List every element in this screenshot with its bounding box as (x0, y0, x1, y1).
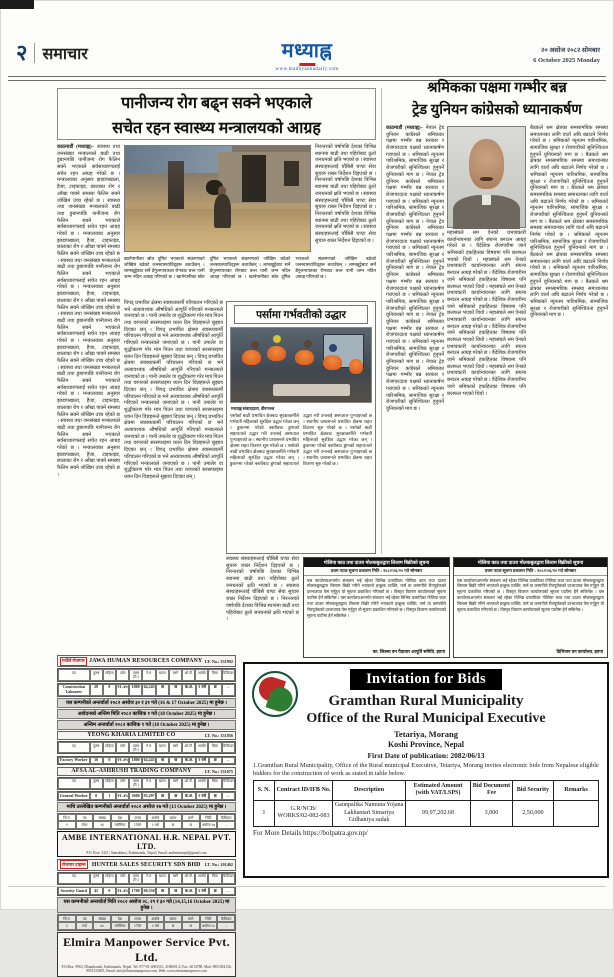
table-cell: छ (156, 887, 169, 895)
table-cell: २ वर्ष (196, 757, 209, 765)
table-cell: अवधि (195, 778, 208, 789)
notice-title: गोलिया काठ तथा दाउरा मोलकबुलद्वारा लिलाम बिक्रीको सूचना (454, 558, 607, 567)
rescue-photo-vest (323, 355, 342, 370)
bid-sn: 1 (254, 800, 275, 827)
bid-contract-id: G.R/NCB/ WORKS/02-082-083 (274, 800, 333, 827)
table-cell: मिति (200, 915, 218, 922)
table-cell: कैफियत (222, 669, 235, 680)
table-cell: कैफियत (222, 778, 235, 789)
logo-accent-mark (299, 63, 315, 66)
table-cell: उमेर (116, 873, 129, 884)
portrait-mustache (480, 177, 492, 181)
job-ads-column (57, 655, 236, 974)
interview-date-highlight: यस कम्पनीको अन्तर्वार्ता मिति २०८२ असोज २८, २९ र ३० गते (14,15,16 October 2025) मा हुनेछ । (57, 897, 236, 913)
right-headline-line-2: ट्रेड युनियन कांग्रेसको ध्यानाकर्षण (412, 101, 582, 118)
portrait-photo (447, 126, 526, 228)
recruitment-table-header (57, 872, 236, 885)
table-cell: – (222, 887, 235, 895)
bid-col-sn: S. N. (254, 781, 275, 800)
table-cell: बस्ने (169, 873, 182, 884)
recruitment-table-header (57, 668, 236, 681)
bid-intro-text: 1.Gramthan Rural Municipality, Office of the Rural municipal Executive, Tetariya, Morang invites electronic bids from Nepalese eligible bidders for the construction of work as stated in table below. (253, 762, 599, 778)
table-cell: – (217, 821, 235, 828)
company-address: P.O. Box: 3431 | Samakhusi, Kathmandu, Nepal | Email: ambeintnepal@gmail.com (86, 850, 207, 855)
right-headline (386, 78, 608, 124)
right-body-column-1 (386, 126, 444, 553)
table-cell: २ वर्ष (147, 821, 165, 828)
table-cell: 0 (90, 792, 103, 800)
table-cell: 28 (90, 684, 103, 696)
notice-body-text: यस कार्यालयअन्तर्गत संकलन भई रहेका विभिन्न प्रजातिका गोलिया काठ तथा दाउरा मोलकबुलद्वारा लिलाम बिक्री गरिने भएकाले इच्छुक व्यक्ति, फर्म वा कम्पनीले रीतपूर्वकको दरभाउपत्र पेस गर्नुहुन यो सूचना प्रकाशित गरिएको छ । विस्तृत विवरण कार्यालयको सूचना पाटीमा हेर्न सकिनेछ । यस कार्यालयअन्तर्गत संकलन भई रहेका विभिन्न प्रजातिका गोलिया काठ तथा दाउरा मोलकबुलद्वारा लिलाम बिक्री गरिने भएकाले इच्छुक व्यक्ति, फर्म वा कम्पनीले रीतपूर्वकको दरभाउपत्र पेस गर्नुहुन यो सूचना प्रकाशित गरिएको छ । विस्तृत विवरण कार्यालयको सूचना पाटीमा हेर्न सकिनेछ । (307, 577, 446, 618)
recruitment-table-row (57, 756, 236, 766)
notice-body-text: यस कार्यालयअन्तर्गत संकलन भई रहेका विभिन्न प्रजातिका गोलिया काठ तथा दाउरा मोलकबुलद्वारा लिलाम बिक्री गरिने भएकाले इच्छुक व्यक्ति, फर्म वा कम्पनीले रीतपूर्वकको दरभाउपत्र पेस गर्नुहुन यो सूचना प्रकाशित गरिएको छ । विस्तृत विवरण कार्यालयको सूचना पाटीमा हेर्न सकिनेछ । यस कार्यालयअन्तर्गत संकलन भई रहेका विभिन्न प्रजातिका गोलिया काठ तथा दाउरा मोलकबुलद्वारा लिलाम बिक्री गरिने भएकाले इच्छुक व्यक्ति, फर्म वा कम्पनीले रीतपूर्वकको दरभाउपत्र पेस गर्नुहुन यो सूचना प्रकाशित गरिएको छ । विस्तृत विवरण कार्यालयको सूचना पाटीमा हेर्न सकिनेछ । (457, 577, 604, 612)
interview-date-highlight: यस कम्पनीको अन्तर्वार्ता २०८२ असोज ३० र ३१ गते (16 & 17 October 2025) मा हुनेछ । (57, 698, 236, 708)
inset-article-box (226, 301, 376, 554)
table-cell: 64,245 (142, 684, 156, 696)
photo-caption-text: खानेपानीका स्रोत दूषित भएकाले संक्रमणको जोखिम बढेको जनस्वास्थ्यविद्हरू बताउँछन् । लामखुट्टेबाट सर्ने डेंगुलगायतका रोगबाट बच्न पानी जम्न नदिन आग्रह गरिएको छ । खानेपानीका स्रोत दूषित भएकाले संक्रमणको जोखिम बढेको जनस्वास्थ्यविद्हरू बताउँछन् । लामखुट्टेबाट सर्ने डेंगुलगायतका रोगबाट बच्न पानी जम्न नदिन आग्रह गरिएको छ । खानेपानीका स्रोत दूषित भएकाले संक्रमणको जोखिम बढेको जनस्वास्थ्यविद्हरू बताउँछन् । लामखुट्टेबाट सर्ने डेंगुलगायतका रोगबाट बच्न पानी जम्न नदिन आग्रह गरिएको छ । (124, 256, 376, 280)
table-cell: छ (169, 792, 182, 800)
company-name: AMBE INTERNATIONAL H.R. NEPAL PVT. LTD. (61, 832, 232, 851)
table-cell: छ (169, 887, 182, 895)
table-cell: छ (209, 757, 222, 765)
table-cell: 1500 (129, 821, 147, 828)
bid-table-header-row (254, 781, 599, 800)
bid-table (253, 780, 599, 827)
table-cell: छ (169, 684, 182, 696)
right-headline-line-1: श्रमिकका पक्षमा गम्भीर बन्न (427, 80, 567, 96)
table-cell: उमेर (116, 778, 129, 789)
flood-photo-person-body (214, 194, 231, 228)
company-name: JAWA HUMAN RESOURCES COMPANY (89, 658, 203, 664)
bid-security: 2,50,000 (512, 800, 553, 827)
right-body-text-3: बैठकले श्रम क्षेत्रका समसामयिक समस्या समाधानका लागि वार्ता अघि बढाउने निर्णय गरेको छ । श्रमिकको न्यूनतम पारिश्रमिक, सामाजिक सुरक्षा र रोजगारीको सुनिश्चितता हुनुपर्ने युनियनको माग छ । बैठकले श्रम क्षेत्रका समसामयिक समस्या समाधानका लागि वार्ता अघि बढाउने निर्णय गरेको छ । श्रमिकको न्यूनतम पारिश्रमिक, सामाजिक सुरक्षा र रोजगारीको सुनिश्चितता हुनुपर्ने युनियनको माग छ । बैठकले श्रम क्षेत्रका समसामयिक समस्या समाधानका लागि वार्ता अघि बढाउने निर्णय गरेको छ । श्रमिकको न्यूनतम पारिश्रमिक, सामाजिक सुरक्षा र रोजगारीको सुनिश्चितता हुनुपर्ने युनियनको माग छ । बैठकले श्रम क्षेत्रका समसामयिक समस्या समाधानका लागि वार्ता अघि बढाउने निर्णय गरेको छ । श्रमिकको न्यूनतम पारिश्रमिक, सामाजिक सुरक्षा र रोजगारीको सुनिश्चितता हुनुपर्ने युनियनको माग छ । बैठकले श्रम क्षेत्रका समसामयिक समस्या समाधानका लागि वार्ता अघि बढाउने निर्णय गरेको छ । श्रमिकको न्यूनतम पारिश्रमिक, सामाजिक सुरक्षा र रोजगारीको सुनिश्चितता हुनुपर्ने युनियनको माग छ । बैठकले श्रम क्षेत्रका समसामयिक समस्या समाधानका लागि वार्ता अघि बढाउने निर्णय गरेको छ । श्रमिकको न्यूनतम पारिश्रमिक, सामाजिक सुरक्षा र रोजगारीको सुनिश्चितता हुनुपर्ने युनियनको माग छ । (530, 126, 608, 319)
table-cell: महिला (103, 778, 116, 789)
table-cell: तलब (129, 814, 147, 821)
bid-col-description: Description (333, 781, 405, 800)
table-cell: 0 (103, 684, 116, 696)
recruitment-summary-grid (57, 813, 236, 830)
table-cell: गार्ड (76, 922, 94, 929)
main-body-text-2: निरन्तरको वर्षापछि देशका विभिन्न स्थानमा बाढी तथा पहिरोबाट ठूलो जनधनको क्षति भएको छ । स्वास्थ्य संस्थाहरूलाई चौबिसै घण्टा सेवा सुचारु राख्न निर्देशन दिइएको छ । निरन्तरको वर्षापछि देशका विभिन्न स्थानमा बाढी तथा पहिरोबाट ठूलो जनधनको क्षति भएको छ । स्वास्थ्य संस्थाहरूलाई चौबिसै घण्टा सेवा सुचारु राख्न निर्देशन दिइएको छ । निरन्तरको वर्षापछि देशका विभिन्न स्थानमा बाढी तथा पहिरोबाट ठूलो जनधनको क्षति भएको छ । स्वास्थ्य संस्थाहरूलाई चौबिसै घण्टा सेवा सुचारु राख्न निर्देशन दिइएको छ । (315, 145, 376, 244)
bid-details-url: For More Details https://bolpatra.gov.np/ (253, 829, 368, 838)
table-cell: पुरुष (90, 742, 103, 753)
rescue-photo-helmet (273, 335, 281, 343)
table-cell: क.अ. (182, 887, 195, 895)
table-cell: पुरुष (90, 873, 103, 884)
table-cell: महिला (103, 742, 116, 753)
table-cell: असोज २७ (200, 821, 218, 828)
table-cell: 16 (90, 757, 103, 765)
bid-col-remarks: Remarks (554, 781, 599, 800)
rescue-photo (230, 327, 372, 403)
table-cell: पुरुष (90, 669, 103, 680)
table-cell: अवधि (195, 873, 208, 884)
table-cell: – (222, 792, 235, 800)
table-cell: २ वर्ष (196, 792, 209, 800)
bid-col-fee: Bid Document Fee (471, 781, 512, 800)
main-headline-line-1: पानीजन्य रोग बढ्न सक्ने भएकाले (121, 95, 312, 112)
table-cell: 1700 (129, 887, 142, 895)
company-name: Elmira Manpower Service Pvt. Ltd. (63, 934, 230, 964)
table-cell: पद (76, 814, 94, 821)
main-headline-box (57, 88, 376, 140)
table-cell: 45 (90, 887, 103, 895)
table-cell: छ (156, 757, 169, 765)
table-cell: बस्ने (169, 742, 182, 753)
table-cell: मलेसिया (111, 821, 129, 828)
notice-publication-date: प्रथम पटक सूचना प्रकाशन मिति : २०८२/०६/२० गते सोमबार (454, 567, 607, 576)
issue-dates (533, 46, 600, 66)
agency-logo: गाउँले रोजगार (60, 657, 87, 666)
bid-invitation-box (243, 662, 609, 878)
main-body-text-4: स्वास्थ्य संस्थाहरूलाई चौबिसै घण्टा सेवा सुचारु राख्न निर्देशन दिइएको छ । निरन्तरको वर्षापछि देशका विभिन्न स्थानमा बाढी तथा पहिरोबाट ठूलो जनधनको क्षति भएको छ । स्वास्थ्य संस्थाहरूलाई चौबिसै घण्टा सेवा सुचारु राख्न निर्देशन दिइएको छ । निरन्तरको वर्षापछि देशका विभिन्न स्थानमा बाढी तथा पहिरोबाट ठूलो जनधनको क्षति भएको छ । (226, 557, 299, 623)
right-body-column-3 (530, 126, 608, 553)
office-name: Office of the Rural Municipal Executive (306, 711, 546, 726)
column-divider (381, 88, 382, 554)
table-cell: २ वर्ष (147, 922, 165, 929)
flood-photo-window (284, 161, 299, 186)
bottom-rule (8, 886, 606, 887)
table-cell: क.अ. (182, 757, 195, 765)
right-body-column-2 (447, 231, 526, 553)
main-dateline: काठमाडौं (मध्याह्न)– (57, 145, 95, 150)
table-cell: अवधि (195, 742, 208, 753)
company-address: P.O.Box: 9963, Dhumbarahi, Kathmandu, Nepal. Tel: 977-01-4003513, 4100001/2, Fax: 4014788, Mob: 9851004136, 9851333605, Email: info@elmiramanpower.com, Web: www.elmiramanpower.com (61, 964, 232, 974)
table-cell: 64,245 (142, 757, 156, 765)
main-body-text-3: विपद् प्रभावित क्षेत्रमा स्वास्थ्यकर्मी परिचालन गरिएको छ भने अत्यावश्यक औषधिको आपूर्ति गरिएको मन्त्रालयले जनाएको छ । पानी उमालेर वा शुद्धीकरण गरेर मात्र पिउन तथा वरपरको सरसफाइमा ध्यान दिन विज्ञहरूले सुझाव दिएका छन् । विपद् प्रभावित क्षेत्रमा स्वास्थ्यकर्मी परिचालन गरिएको छ भने अत्यावश्यक औषधिको आपूर्ति गरिएको मन्त्रालयले जनाएको छ । पानी उमालेर वा शुद्धीकरण गरेर मात्र पिउन तथा वरपरको सरसफाइमा ध्यान दिन विज्ञहरूले सुझाव दिएका छन् । विपद् प्रभावित क्षेत्रमा स्वास्थ्यकर्मी परिचालन गरिएको छ भने अत्यावश्यक औषधिको आपूर्ति गरिएको मन्त्रालयले जनाएको छ । पानी उमालेर वा शुद्धीकरण गरेर मात्र पिउन तथा वरपरको सरसफाइमा ध्यान दिन विज्ञहरूले सुझाव दिएका छन् । विपद् प्रभावित क्षेत्रमा स्वास्थ्यकर्मी परिचालन गरिएको छ भने अत्यावश्यक औषधिको आपूर्ति गरिएको मन्त्रालयले जनाएको छ । पानी उमालेर वा शुद्धीकरण गरेर मात्र पिउन तथा वरपरको सरसफाइमा ध्यान दिन विज्ञहरूले सुझाव दिएका छन् । विपद् प्रभावित क्षेत्रमा स्वास्थ्यकर्मी परिचालन गरिएको छ भने अत्यावश्यक औषधिको आपूर्ति गरिएको मन्त्रालयले जनाएको छ । पानी उमालेर वा शुद्धीकरण गरेर मात्र पिउन तथा वरपरको सरसफाइमा ध्यान दिन विज्ञहरूले सुझाव दिएका छन् । विपद् प्रभावित क्षेत्रमा स्वास्थ्यकर्मी परिचालन गरिएको छ भने अत्यावश्यक औषधिको आपूर्ति गरिएको मन्त्रालयले जनाएको छ । पानी उमालेर वा शुद्धीकरण गरेर मात्र पिउन तथा वरपरको सरसफाइमा ध्यान दिन विज्ञहरूले सुझाव दिएका छन् । (124, 301, 223, 480)
table-cell: 60,350 (142, 887, 156, 895)
bid-col-security: Bid Security (512, 781, 553, 800)
ambe-banner (57, 831, 236, 857)
table-cell: ने.रु. (142, 742, 155, 753)
job-ad-3-header (57, 767, 236, 776)
main-body-column-3 (124, 301, 223, 652)
table-cell: ने.रु. (142, 669, 155, 680)
table-cell: तलब (रि.) (129, 669, 142, 680)
table-cell: 0 (103, 887, 116, 895)
table-cell: अवधि (147, 915, 165, 922)
table-cell: 1800 (129, 757, 142, 765)
table-cell: मलेसिया (111, 922, 129, 929)
job-ad-4-header (57, 859, 236, 871)
table-cell: ४५ (93, 922, 111, 929)
right-body-text-2: महासंघले श्रम ऐनको प्रभावकारी कार्यान्वयनका लागि संयन्त्र बनाउन आग्रह गरेको छ । वैदेशिक रोजगारीमा जाने श्रमिकको हकहितका विषयमा पनि छलफल भएको थियो । महासंघले श्रम ऐनको प्रभावकारी कार्यान्वयनका लागि संयन्त्र बनाउन आग्रह गरेको छ । वैदेशिक रोजगारीमा जाने श्रमिकको हकहितका विषयमा पनि छलफल भएको थियो । महासंघले श्रम ऐनको प्रभावकारी कार्यान्वयनका लागि संयन्त्र बनाउन आग्रह गरेको छ । वैदेशिक रोजगारीमा जाने श्रमिकको हकहितका विषयमा पनि छलफल भएको थियो । महासंघले श्रम ऐनको प्रभावकारी कार्यान्वयनका लागि संयन्त्र बनाउन आग्रह गरेको छ । वैदेशिक रोजगारीमा जाने श्रमिकको हकहितका विषयमा पनि छलफल भएको थियो । महासंघले श्रम ऐनको प्रभावकारी कार्यान्वयनका लागि संयन्त्र बनाउन आग्रह गरेको छ । वैदेशिक रोजगारीमा जाने श्रमिकको हकहितका विषयमा पनि छलफल भएको थियो । महासंघले श्रम ऐनको प्रभावकारी कार्यान्वयनका लागि संयन्त्र बनाउन आग्रह गरेको छ । वैदेशिक रोजगारीमा जाने श्रमिकको हकहितका विषयमा पनि छलफल भएको थियो । (447, 231, 526, 397)
table-cell: क.अ. (182, 684, 195, 696)
website-url: www.madhyanhadaily.com (275, 66, 339, 72)
table-cell: पुरुष (90, 778, 103, 789)
table-cell: ने.रु. (142, 873, 155, 884)
license-number: LT. No.: 101402 (204, 862, 233, 868)
flood-photo-person (210, 184, 234, 228)
license-number: LT. No.: 331675 (204, 768, 233, 774)
page-number: २ (16, 40, 28, 65)
header-divider (34, 43, 35, 63)
table-cell: २१–४० (116, 684, 129, 696)
table-cell: मिति (200, 814, 218, 821)
table-cell: ओ.टी. (182, 873, 195, 884)
table-cell: २१–४५ (116, 757, 129, 765)
flood-photo (124, 145, 311, 252)
section-title: समाचार (42, 46, 88, 63)
table-cell: २ वर्ष (196, 684, 209, 696)
rescue-photo-vest (295, 350, 314, 365)
recruitment-table-row (57, 886, 236, 896)
table-cell: १६ (93, 821, 111, 828)
final-interview-highlight: अन्तिम अन्तर्वार्ता २०८२ कात्तिक १ गते (18 October 2025) मा हुनेछ । (57, 720, 236, 730)
rescue-photo-head (304, 340, 312, 348)
table-cell: कैफियत (222, 873, 235, 884)
table-cell: महिला (103, 669, 116, 680)
rescue-photo-stretcher (273, 384, 350, 396)
table-cell: 2600 (129, 792, 142, 800)
table-cell: क.अ. (182, 792, 195, 800)
table-cell: 1800 (129, 684, 142, 696)
table-cell: तलब (129, 915, 147, 922)
table-cell: छ (182, 821, 200, 828)
right-body-text-1: नेपाल ट्रेड युनियन कांग्रेसले श्रमिकका पक्षमा गम्भीर बन्न सरकार र रोजगारदाता पक्षको ध्यानाकर्षण गराएको छ । श्रमिकको न्यूनतम पारिश्रमिक, सामाजिक सुरक्षा र रोजगारीको सुनिश्चितता हुनुपर्ने युनियनको माग छ । नेपाल ट्रेड युनियन कांग्रेसले श्रमिकका पक्षमा गम्भीर बन्न सरकार र रोजगारदाता पक्षको ध्यानाकर्षण गराएको छ । श्रमिकको न्यूनतम पारिश्रमिक, सामाजिक सुरक्षा र रोजगारीको सुनिश्चितता हुनुपर्ने युनियनको माग छ । नेपाल ट्रेड युनियन कांग्रेसले श्रमिकका पक्षमा गम्भीर बन्न सरकार र रोजगारदाता पक्षको ध्यानाकर्षण गराएको छ । श्रमिकको न्यूनतम पारिश्रमिक, सामाजिक सुरक्षा र रोजगारीको सुनिश्चितता हुनुपर्ने युनियनको माग छ । नेपाल ट्रेड युनियन कांग्रेसले श्रमिकका पक्षमा गम्भीर बन्न सरकार र रोजगारदाता पक्षको ध्यानाकर्षण गराएको छ । श्रमिकको न्यूनतम पारिश्रमिक, सामाजिक सुरक्षा र रोजगारीको सुनिश्चितता हुनुपर्ने युनियनको माग छ । नेपाल ट्रेड युनियन कांग्रेसले श्रमिकका पक्षमा गम्भीर बन्न सरकार र रोजगारदाता पक्षको ध्यानाकर्षण गराएको छ । श्रमिकको न्यूनतम पारिश्रमिक, सामाजिक सुरक्षा र रोजगारीको सुनिश्चितता हुनुपर्ने युनियनको माग छ । नेपाल ट्रेड युनियन कांग्रेसले श्रमिकका पक्षमा गम्भीर बन्न सरकार र रोजगारदाता पक्षको ध्यानाकर्षण गराएको छ । श्रमिकको न्यूनतम पारिश्रमिक, सामाजिक सुरक्षा र रोजगारीको सुनिश्चितता हुनुपर्ने युनियनको माग छ । (386, 126, 444, 412)
bid-document-fee: 3,000 (471, 800, 512, 827)
table-cell: पद (58, 778, 90, 789)
table-cell: पद (58, 742, 90, 753)
table-cell: खाना (156, 742, 169, 753)
table-cell: खाना (156, 778, 169, 789)
table-cell: २१–४५ (116, 792, 129, 800)
license-number: LT. No.: 331856 (204, 732, 233, 738)
flood-photo-doorway (242, 155, 266, 201)
table-cell: छ (164, 821, 182, 828)
table-cell: असोज २८ (200, 922, 218, 929)
table-cell: तलब (रि.) (129, 778, 142, 789)
table-cell: तलब (रि.) (129, 742, 142, 753)
recruitment-summary-grid (57, 914, 236, 931)
main-headline-line-2: सचेत रहन स्वास्थ्य मन्त्रालयको आग्रह (112, 119, 321, 137)
main-body-column-2 (315, 145, 376, 253)
office-province: Koshi Province, Nepal (387, 740, 465, 749)
bid-col-contract: Contract ID/IFB No. (274, 781, 333, 800)
table-cell: देश (111, 814, 129, 821)
rescue-photo-vest (267, 346, 286, 361)
agency-logo: रोजगार टाइम्स (60, 860, 88, 869)
masthead (263, 40, 350, 72)
table-cell: छ (164, 922, 182, 929)
table-cell: Security Guard (58, 887, 90, 895)
recruitment-table-row (57, 791, 236, 801)
table-cell: उमेर (116, 669, 129, 680)
table-cell: छ (182, 922, 200, 929)
page-header-left (16, 42, 88, 64)
table-cell: छ (209, 792, 222, 800)
notice-signature: का. जिल्ला वन पैदावार आपूर्ति समिति, झापा (372, 649, 445, 654)
table-cell: कैफियत (222, 742, 235, 753)
table-cell: १ (58, 922, 76, 929)
table-cell: खाना (164, 915, 182, 922)
table-cell: ओ.टी. (182, 669, 195, 680)
job-ad-2-header (57, 731, 236, 740)
table-cell: छ (156, 684, 169, 696)
table-cell: बिमा (208, 778, 221, 789)
elmira-banner (57, 932, 236, 977)
table-cell: बिमा (208, 873, 221, 884)
table-cell: खाना (164, 814, 182, 821)
table-cell: बस्ने (182, 915, 200, 922)
table-cell: बस्ने (182, 814, 200, 821)
table-cell: Factory Worker (58, 757, 90, 765)
table-cell: बस्ने (169, 669, 182, 680)
bid-remarks (554, 800, 599, 827)
main-body-column-4 (226, 557, 299, 652)
auction-notice-right (453, 557, 608, 658)
table-cell: सि.नं. (58, 915, 76, 922)
table-cell: अवधि (147, 814, 165, 821)
issue-date-english: 6 October 2025 Monday (533, 56, 600, 64)
municipality-name: Gramthan Rural Municipality (328, 693, 524, 709)
deadline-date-highlight: आवेदनको अन्तिम मिति २०८२ कात्तिक १ गते (18 October 2025) मा हुनेछ । (57, 709, 236, 719)
license-number: LT. No.: 331992 (204, 658, 233, 664)
main-body-column-1 (57, 145, 120, 652)
portrait-head (469, 139, 504, 189)
recruitment-table-row (57, 683, 236, 697)
table-cell: ओ.टी. (182, 742, 195, 753)
table-cell: 0 (103, 757, 116, 765)
table-cell: छ (209, 684, 222, 696)
table-cell: 1700 (129, 922, 147, 929)
table-cell: General Worker (58, 792, 90, 800)
table-cell: ओ.टी. (182, 778, 195, 789)
table-cell: बिमा (208, 669, 221, 680)
company-name: HUNTER SALES SECURITY SDN BHD (91, 861, 201, 868)
table-cell: सि.नं. (58, 814, 76, 821)
job-ad-1-header (57, 655, 236, 667)
right-dateline: काठमाडौं (मध्याह्न)– (386, 126, 424, 131)
rescue-photo-head (251, 341, 259, 349)
bid-col-amount: Estimated Amount (with VAT/LSPS) (405, 781, 471, 800)
table-cell: ने.रु. (142, 778, 155, 789)
table-cell: २१–४५ (116, 887, 129, 895)
table-cell: कैफियत (217, 915, 235, 922)
scan-corner-mark (0, 0, 34, 9)
table-cell: १ (58, 821, 76, 828)
table-cell: पद (58, 669, 90, 680)
table-cell: खाना (156, 873, 169, 884)
table-cell: बिमा (208, 742, 221, 753)
bid-amount: 99,97,202.68 (405, 800, 471, 827)
bids-banner: Invitation for Bids (350, 669, 502, 690)
auction-notice-left (303, 557, 450, 658)
portrait-collar (482, 195, 491, 205)
main-body-text-1: स्वास्थ्य तथा जनसंख्या मन्त्रालयले बाढी तथा डुबानपछि पानीजन्य रोग फैलिन सक्ने भएकाले सर्वसाधारणलाई सचेत रहन आग्रह गरेको छ । मन्त्रालयका अनुसार झाडापखाला, हैजा, टाइफाइड, छालाका रोग र आँखा पाक्ने समस्या फैलिन सक्ने जोखिम उच्च रहेको छ । स्वास्थ्य तथा जनसंख्या मन्त्रालयले बाढी तथा डुबानपछि पानीजन्य रोग फैलिन सक्ने भएकाले सर्वसाधारणलाई सचेत रहन आग्रह गरेको छ । मन्त्रालयका अनुसार झाडापखाला, हैजा, टाइफाइड, छालाका रोग र आँखा पाक्ने समस्या फैलिन सक्ने जोखिम उच्च रहेको छ । स्वास्थ्य तथा जनसंख्या मन्त्रालयले बाढी तथा डुबानपछि पानीजन्य रोग फैलिन सक्ने भएकाले सर्वसाधारणलाई सचेत रहन आग्रह गरेको छ । मन्त्रालयका अनुसार झाडापखाला, हैजा, टाइफाइड, छालाका रोग र आँखा पाक्ने समस्या फैलिन सक्ने जोखिम उच्च रहेको छ । स्वास्थ्य तथा जनसंख्या मन्त्रालयले बाढी तथा डुबानपछि पानीजन्य रोग फैलिन सक्ने भएकाले सर्वसाधारणलाई सचेत रहन आग्रह गरेको छ । मन्त्रालयका अनुसार झाडापखाला, हैजा, टाइफाइड, छालाका रोग र आँखा पाक्ने समस्या फैलिन सक्ने जोखिम उच्च रहेको छ । स्वास्थ्य तथा जनसंख्या मन्त्रालयले बाढी तथा डुबानपछि पानीजन्य रोग फैलिन सक्ने भएकाले सर्वसाधारणलाई सचेत रहन आग्रह गरेको छ । मन्त्रालयका अनुसार झाडापखाला, हैजा, टाइफाइड, छालाका रोग र आँखा पाक्ने समस्या फैलिन सक्ने जोखिम उच्च रहेको छ । स्वास्थ्य तथा जनसंख्या मन्त्रालयले बाढी तथा डुबानपछि पानीजन्य रोग फैलिन सक्ने भएकाले सर्वसाधारणलाई सचेत रहन आग्रह गरेको छ । मन्त्रालयका अनुसार झाडापखाला, हैजा, टाइफाइड, छालाका रोग र आँखा पाक्ने समस्या फैलिन सक्ने जोखिम उच्च रहेको छ । (57, 145, 120, 478)
notice-signature: डिभिजन वन कार्यालय, झापा (556, 649, 603, 654)
table-cell: उमेर (116, 742, 129, 753)
table-cell: २ वर्ष (196, 887, 209, 895)
table-cell: 1 (103, 792, 116, 800)
table-cell: छ (209, 887, 222, 895)
table-cell: छ (156, 792, 169, 800)
table-cell: देश (111, 915, 129, 922)
publication-date: First Date of publication: 2082/06/13 (367, 751, 485, 760)
inset-headline: पर्सामा गर्भवतीको उद्धार (234, 305, 368, 324)
table-cell: तलब (रि.) (129, 873, 142, 884)
inset-byline: मध्याह्न संवाददाता, वीरगञ्ज (231, 406, 275, 411)
interview-date-highlight: माथि उल्लेखित कम्पनीको अन्तर्वार्ता २०८२ असोज २७ गते (13 October 2025) मा हुनेछ । (57, 802, 236, 812)
inset-body-text: पर्साको बाढी प्रभावित क्षेत्रबाट सुरक्षाकर्मीले गर्भवती महिलाको सुरक्षित उद्धार गरेका छन् । डुबानमा परेको बस्तीबाट डुंगाको सहायताले उद्धार गरी उनलाई अस्पताल पुर्‍याइएको छ । स्थानीय प्रशासनले प्रभावित क्षेत्रमा राहत वितरण सुरु गरेको छ । पर्साको बाढी प्रभावित क्षेत्रबाट सुरक्षाकर्मीले गर्भवती महिलाको सुरक्षित उद्धार गरेका छन् । डुबानमा परेको बस्तीबाट डुंगाको सहायताले उद्धार गरी उनलाई अस्पताल पुर्‍याइएको छ । स्थानीय प्रशासनले प्रभावित क्षेत्रमा राहत वितरण सुरु गरेको छ । पर्साको बाढी प्रभावित क्षेत्रबाट सुरक्षाकर्मीले गर्भवती महिलाको सुरक्षित उद्धार गरेका छन् । डुबानमा परेको बस्तीबाट डुंगाको सहायताले उद्धार गरी उनलाई अस्पताल पुर्‍याइएको छ । स्थानीय प्रशासनले प्रभावित क्षेत्रमा राहत वितरण सुरु गरेको छ । (230, 413, 372, 467)
photo-caption-strip (124, 256, 376, 298)
municipality-emblem (252, 671, 298, 717)
notice-title: गोलिया काठ तथा दाउरा मोलकबुलद्वारा लिलाम बिक्रीको सूचना (304, 558, 449, 567)
table-cell: पद (58, 873, 90, 884)
table-cell: छ (169, 757, 182, 765)
office-location: Tetariya, Morang (394, 729, 458, 739)
recruitment-table-header (57, 777, 236, 790)
table-cell: – (222, 684, 235, 696)
issue-date-nepali: २० असोज २०८२ सोमबार (540, 47, 600, 54)
table-cell: – (222, 757, 235, 765)
table-cell: अवधि (195, 669, 208, 680)
table-cell: संख्या (93, 915, 111, 922)
company-name: YEONG KHARIA LIMITED CO (87, 732, 176, 739)
bid-table-row (254, 800, 599, 827)
newspaper-logo: मध्याह्न (281, 40, 333, 62)
table-cell: महिला (103, 873, 116, 884)
rescue-photo-vest (349, 359, 363, 374)
table-cell: बस्ने (169, 778, 182, 789)
table-cell: – (217, 922, 235, 929)
table-cell: खाना (156, 669, 169, 680)
table-cell: Construction Labourer (58, 684, 90, 696)
bid-description: Gaunpalika Namuna Yojana Lakhantari Simariya Gidhaniya sadak (333, 800, 405, 827)
rescue-photo-vest (242, 350, 261, 365)
table-cell: 93,297 (142, 792, 156, 800)
company-name: AFSA AL-ASHRUSH TRADING COMPANY (71, 768, 192, 774)
recruitment-table-header (57, 741, 236, 754)
notice-publication-date: प्रथम पटक सूचना प्रकाशन मिति : २०८२/०६/२० गते सोमबार (304, 567, 449, 576)
table-cell: संख्या (93, 814, 111, 821)
table-cell: कैफियत (217, 814, 235, 821)
table-cell: पद (76, 915, 94, 922)
table-cell: लेबर (76, 821, 94, 828)
